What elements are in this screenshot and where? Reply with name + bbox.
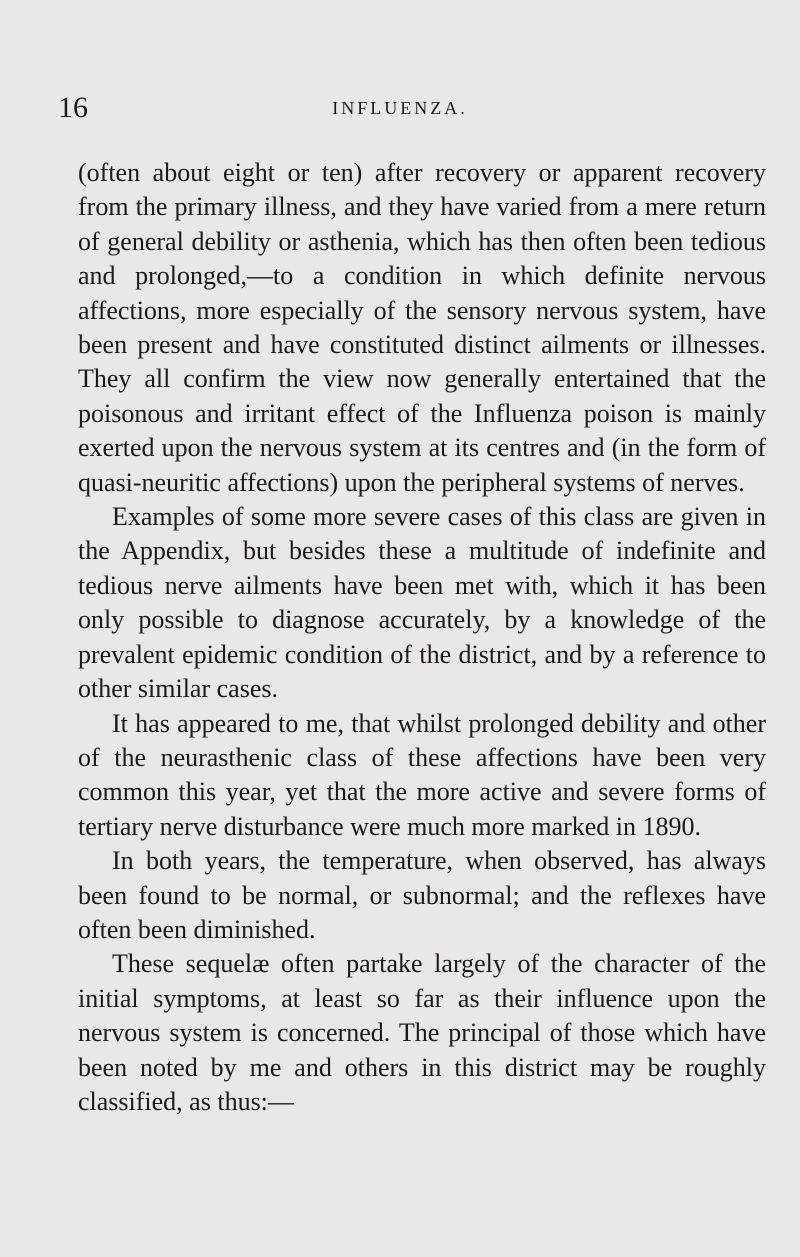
body-text — [78, 156, 766, 1119]
page-number: 16 — [58, 91, 88, 124]
paragraph-examples: Examples of some more severe cases of this class are given in the Appendix, but besides these a multitude of indefinite and tedious nerve ailments have been met with, which it has been only possible to diagnose accurately, by a knowledge of the prevalent epidemic condition of the district, and by a reference to other similar cases. — [78, 502, 766, 704]
page-header — [0, 88, 800, 128]
running-head: INFLUENZA. — [332, 98, 468, 118]
paragraph-debility: It has appeared to me, that whilst prolonged debility and other of the neurasthenic class of these affections have been very common this year, yet that the more active and severe forms of tertiary nerve disturbance were much more marked in 1890. — [78, 708, 766, 841]
paragraph-temperature: In both years, the temperature, when observed, has always been found to be normal, or subnormal; and the reflexes have often been diminished. — [78, 846, 766, 944]
paragraph-continuation: (often about eight or ten) after recovery or apparent recovery from the primary illness, and they have varied from a mere return of general debility or asthenia, which has then often been tedious and prolonged,—to a condition in which definite nervous affections, more especially of the sensory nervous system, have been present and have constituted distinct ailments or illnesses. They all confirm the view now generally entertained that the poisonous and irritant effect of the Influenza poison is mainly exerted upon the nervous system at its centres and (in the form of quasi-neuritic affections) upon the peripheral systems of nerves. — [78, 158, 766, 497]
paragraph-sequelae: These sequelæ often partake largely of the character of the initial symptoms, at least so far as their influence upon the nervous system is concerned. The principal of those which have been noted by me and others in this district may be roughly classified, as thus:— — [78, 949, 766, 1116]
